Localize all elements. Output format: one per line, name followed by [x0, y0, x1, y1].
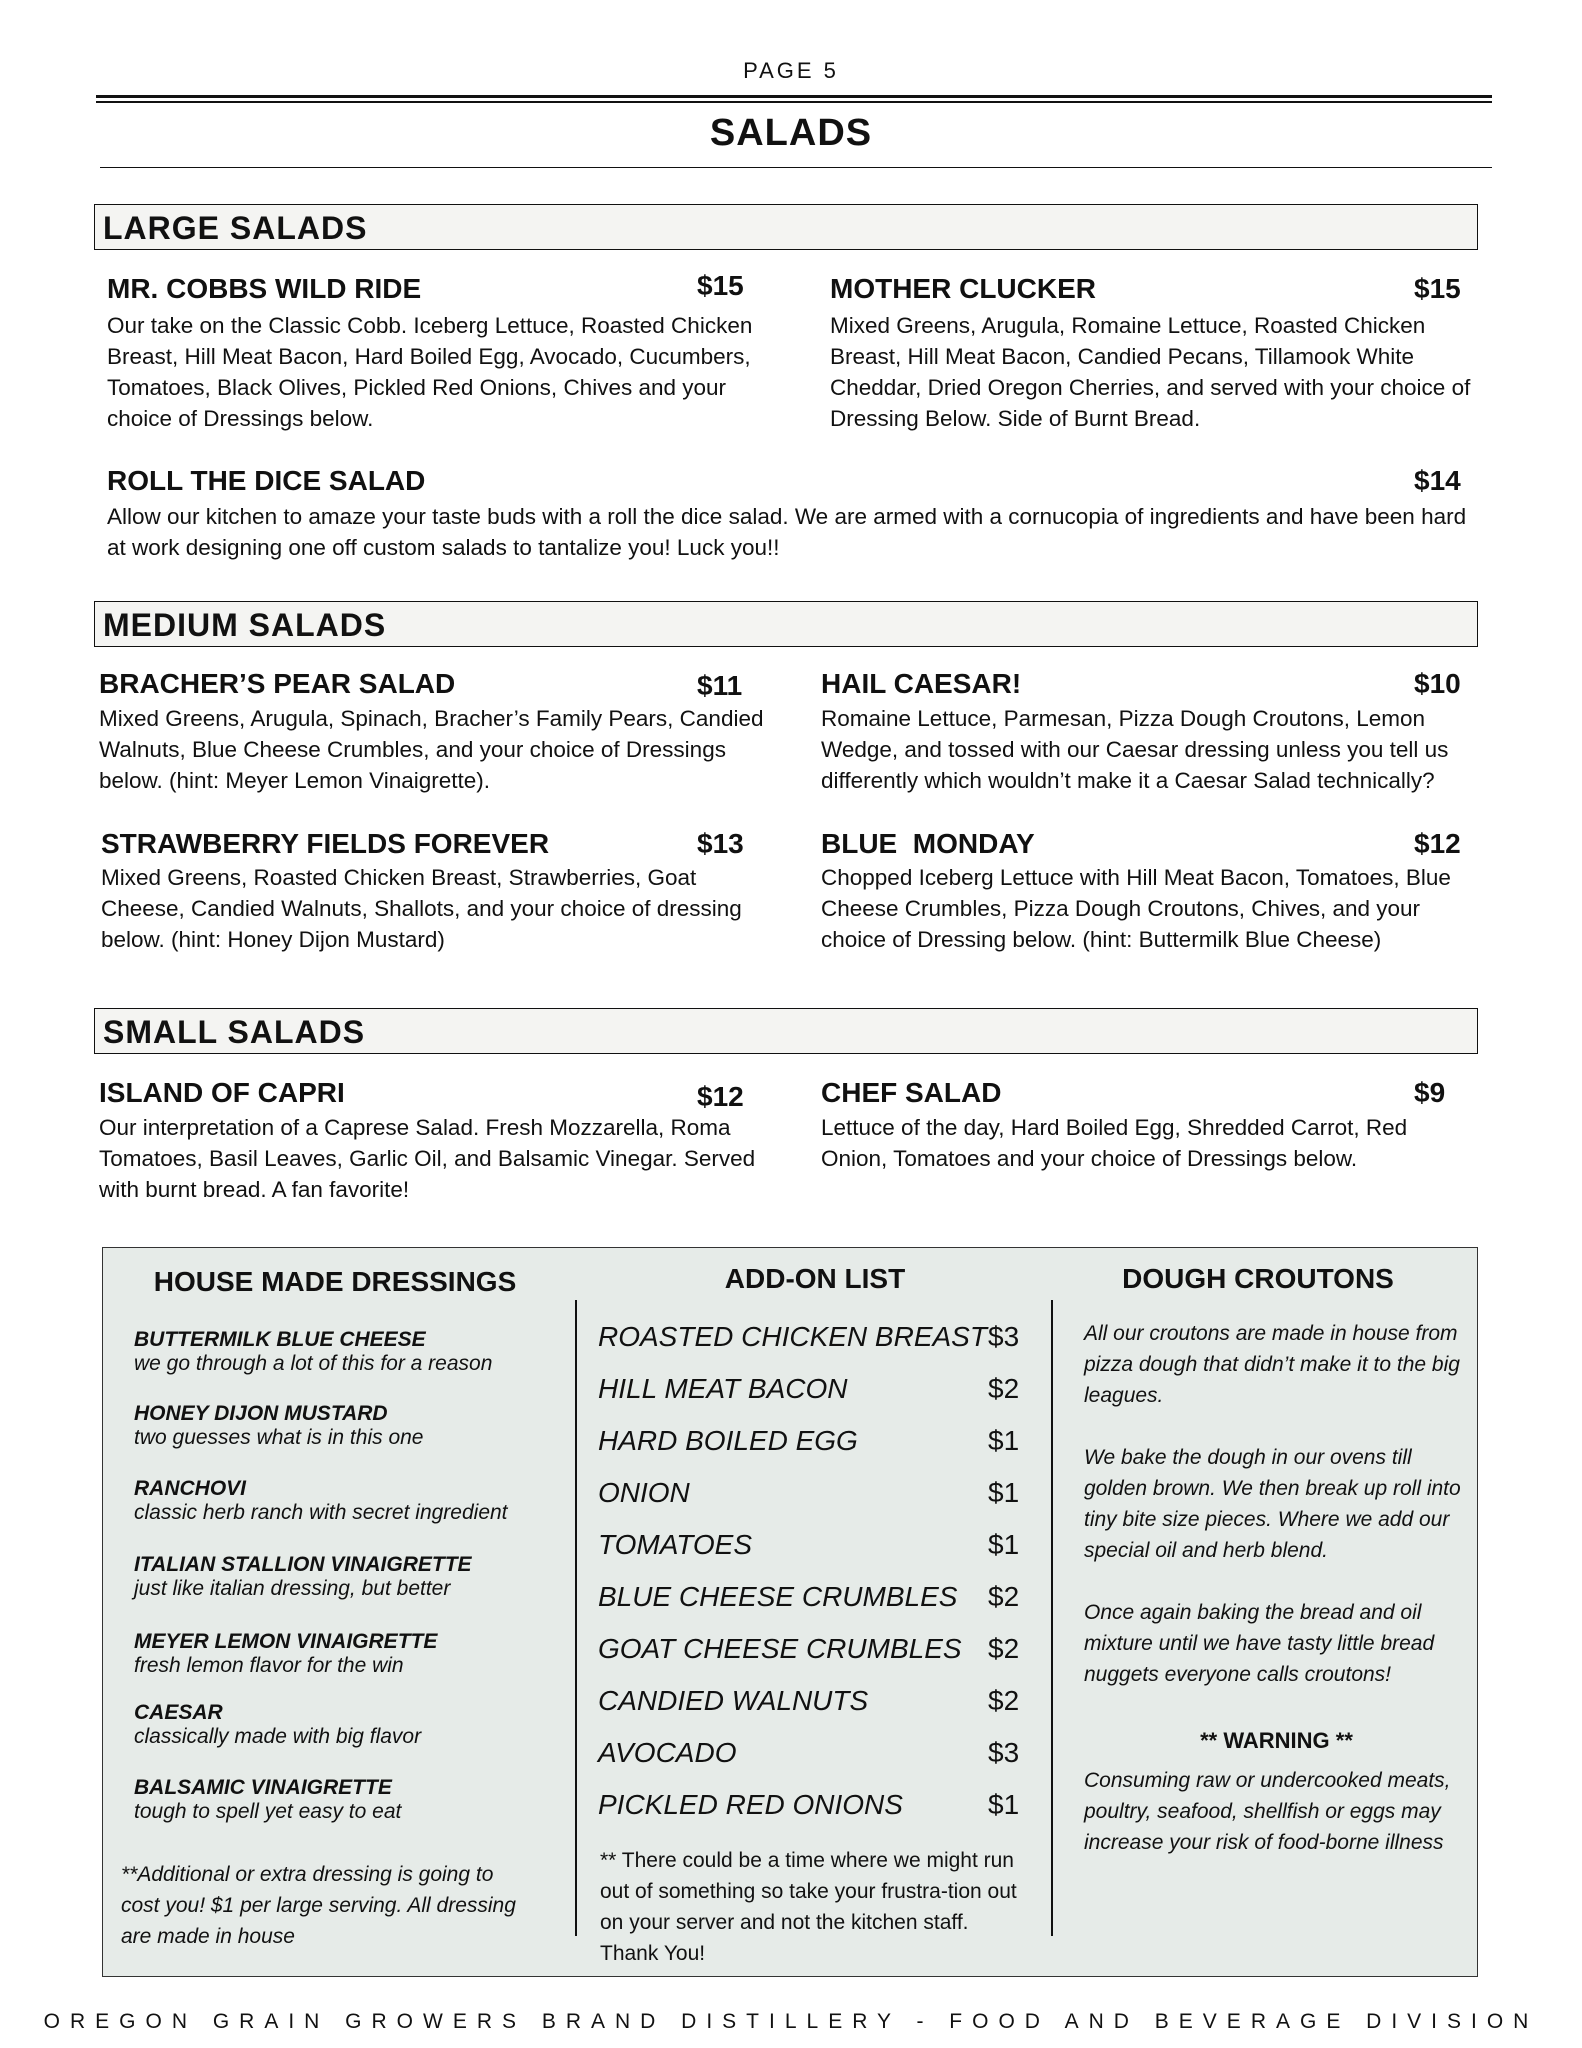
dressing-note: **Additional or extra dressing is going to cost you! $1 per large serving. All dressing are made in house	[121, 1863, 516, 1948]
addon-price: $2	[988, 1685, 1020, 1716]
addon-name: GOAT CHEESE CRUMBLES	[598, 1633, 962, 1664]
item-description: Mixed Greens, Arugula, Spinach, Bracher’s Family Pears, Candied Walnuts, Blue Cheese Crumbles, and your choice of Dressings below. (hint: Meyer Lemon Vinaigrette).	[99, 706, 764, 793]
title-underline	[100, 167, 1492, 168]
addon-price: $2	[988, 1581, 1020, 1612]
medium-salads-heading: MEDIUM SALADS	[94, 601, 1478, 647]
addon-name: ROASTED CHICKEN BREAST	[598, 1321, 987, 1352]
addon-name: PICKLED RED ONIONS	[598, 1789, 903, 1820]
page-number: PAGE 5	[743, 58, 839, 83]
dressing-name: BUTTERMILK BLUE CHEESE	[134, 1328, 426, 1351]
addon-price: $2	[988, 1373, 1020, 1404]
addon-name: HARD BOILED EGG	[598, 1425, 858, 1456]
item-name: BRACHER’S PEAR SALAD	[99, 668, 456, 699]
dressing-description: two guesses what is in this one	[134, 1426, 424, 1449]
dressing-description: fresh lemon flavor for the win	[134, 1654, 404, 1677]
item-description: Romaine Lettuce, Parmesan, Pizza Dough Croutons, Lemon Wedge, and tossed with our Caesar dressing unless you tell us differently which wouldn’t make it a Caesar Salad technically?	[821, 706, 1449, 793]
addon-name: HILL MEAT BACON	[598, 1373, 848, 1404]
dressing-name: MEYER LEMON VINAIGRETTE	[134, 1630, 438, 1653]
addon-name: AVOCADO	[598, 1737, 737, 1768]
item-name: BLUE MONDAY	[821, 828, 1035, 859]
column-divider-right	[1051, 1300, 1053, 1936]
croutons-paragraph: Once again baking the bread and oil mixture until we have tasty little bread nuggets everyone calls croutons!	[1084, 1601, 1435, 1686]
item-description: Our interpretation of a Caprese Salad. Fresh Mozzarella, Roma Tomatoes, Basil Leaves, Garlic Oil, and Balsamic Vinegar. Served with burnt bread. A fan favorite!	[99, 1115, 756, 1202]
dressing-name: ITALIAN STALLION VINAIGRETTE	[134, 1553, 472, 1576]
item-price: $12	[1414, 828, 1461, 859]
column-divider-left	[575, 1300, 577, 1936]
dressing-name: CAESAR	[134, 1701, 223, 1724]
addon-price: $1	[988, 1529, 1020, 1560]
addon-price: $3	[988, 1321, 1020, 1352]
addon-name: ONION	[598, 1477, 690, 1508]
dressing-description: we go through a lot of this for a reason	[134, 1352, 493, 1375]
dressing-description: tough to spell yet easy to eat	[134, 1800, 402, 1823]
header-rule-second	[96, 101, 1492, 103]
addon-price: $2	[988, 1633, 1020, 1664]
item-name: ISLAND OF CAPRI	[99, 1077, 345, 1108]
item-description: Lettuce of the day, Hard Boiled Egg, Shredded Carrot, Red Onion, Tomatoes and your choice of Dressings below.	[821, 1115, 1408, 1171]
item-description: Mixed Greens, Roasted Chicken Breast, Strawberries, Goat Cheese, Candied Walnuts, Shallots, and your choice of dressing below. (hint: Honey Dijon Mustard)	[101, 865, 742, 952]
dressings-heading: HOUSE MADE DRESSINGS	[153, 1266, 517, 1297]
croutons-paragraph: We bake the dough in our ovens till golden brown. We then break up roll into tiny bite size pieces. Where we add our special oil and herb blend.	[1084, 1446, 1461, 1562]
page-title: SALADS	[709, 112, 873, 154]
croutons-paragraph: All our croutons are made in house from pizza dough that didn’t make it to the big leagues.	[1084, 1322, 1460, 1407]
addon-note: ** There could be a time where we might run out of something so take your frustra-tion out on your server and not the kitchen staff. Thank You!	[600, 1849, 1017, 1965]
dressing-description: classic herb ranch with secret ingredient	[134, 1501, 508, 1524]
croutons-heading: DOUGH CROUTONS	[1122, 1263, 1394, 1294]
addon-name: TOMATOES	[598, 1529, 753, 1560]
footer-text: OREGON GRAIN GROWERS BRAND DISTILLERY - FOOD AND BEVERAGE DIVISION	[43, 2010, 1539, 2033]
item-price: $10	[1414, 668, 1461, 699]
item-price: $13	[697, 828, 744, 859]
item-name: MOTHER CLUCKER	[830, 273, 1096, 304]
addon-price: $1	[988, 1789, 1020, 1820]
item-price: $12	[697, 1081, 744, 1112]
addon-name: CANDIED WALNUTS	[598, 1685, 869, 1716]
large-salads-heading: LARGE SALADS	[94, 204, 1478, 250]
warning-text: Consuming raw or undercooked meats, poultry, seafood, shellfish or eggs may increase your risk of food-borne illness	[1084, 1769, 1451, 1854]
dressing-description: just like italian dressing, but better	[134, 1577, 451, 1600]
small-salads-heading: SMALL SALADS	[94, 1008, 1478, 1054]
dressing-description: classically made with big flavor	[134, 1725, 422, 1748]
item-price: $9	[1414, 1077, 1446, 1108]
addon-name: BLUE CHEESE CRUMBLES	[598, 1581, 958, 1612]
item-name: CHEF SALAD	[821, 1077, 1002, 1108]
item-description: Our take on the Classic Cobb. Iceberg Lettuce, Roasted Chicken Breast, Hill Meat Bacon, Hard Boiled Egg, Avocado, Cucumbers, Tomatoes, Black Olives, Pickled Red Onions, Chives and your choice of Dressings below.	[107, 313, 753, 431]
addon-price: $3	[988, 1737, 1020, 1768]
item-description: Mixed Greens, Arugula, Romaine Lettuce, Roasted Chicken Breast, Hill Meat Bacon, Candied Pecans, Tillamook White Cheddar, Dried Oregon Cherries, and served with your choice of Dressing Below. Side of Burnt Bread.	[830, 313, 1471, 431]
item-name: STRAWBERRY FIELDS FOREVER	[101, 828, 550, 859]
item-name: ROLL THE DICE SALAD	[107, 465, 426, 496]
item-name: HAIL CAESAR!	[821, 668, 1022, 699]
warning-heading: ** WARNING **	[1200, 1728, 1353, 1753]
item-name: MR. COBBS WILD RIDE	[107, 273, 422, 304]
item-description: Allow our kitchen to amaze your taste buds with a roll the dice salad. We are armed with a cornucopia of ingredients and have been hard at work designing one off custom salads to tantalize you! Luck you!!	[107, 504, 1467, 560]
header-rule-top	[96, 95, 1492, 98]
dressing-name: BALSAMIC VINAIGRETTE	[134, 1776, 392, 1799]
item-price: $14	[1414, 465, 1461, 496]
dressing-name: RANCHOVI	[134, 1477, 247, 1500]
addons-heading: ADD-ON LIST	[724, 1263, 906, 1294]
item-price: $15	[697, 270, 744, 301]
item-price: $11	[697, 670, 743, 701]
dressing-name: HONEY DIJON MUSTARD	[134, 1402, 388, 1425]
addon-price: $1	[988, 1477, 1020, 1508]
item-price: $15	[1414, 273, 1461, 304]
addon-price: $1	[988, 1425, 1020, 1456]
item-description: Chopped Iceberg Lettuce with Hill Meat Bacon, Tomatoes, Blue Cheese Crumbles, Pizza Dough Croutons, Chives, and your choice of Dressing below. (hint: Buttermilk Blue Cheese)	[821, 865, 1451, 952]
